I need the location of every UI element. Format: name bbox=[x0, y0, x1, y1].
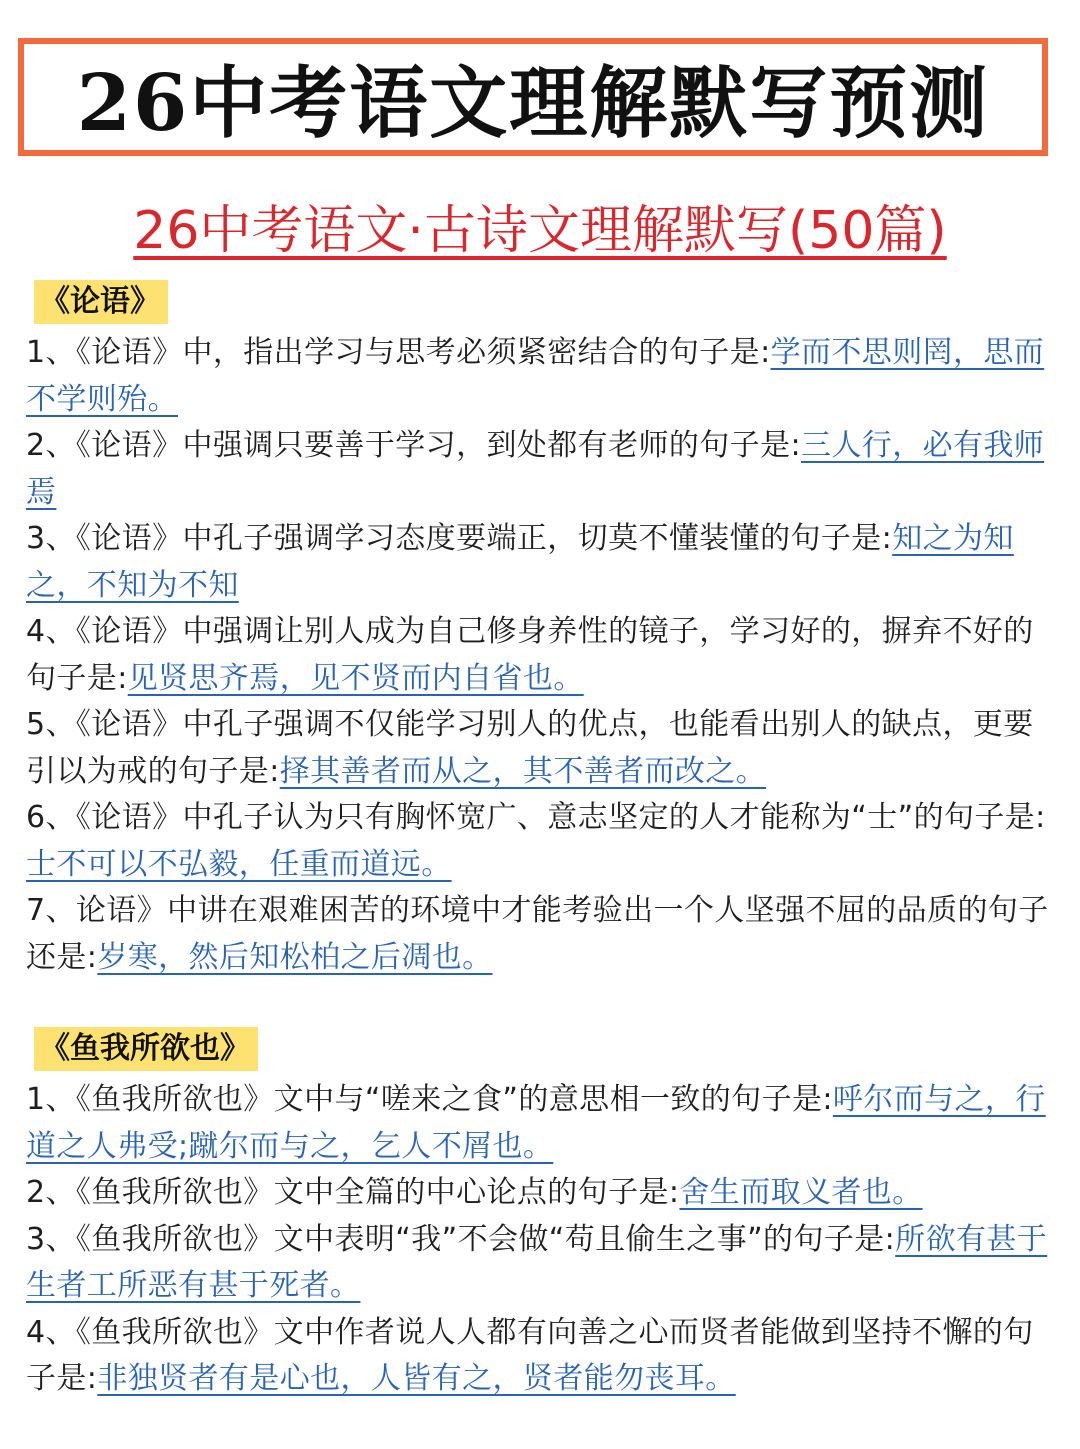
page-title: 26中考语文理解默写预测 bbox=[76, 58, 990, 149]
answer-text: 学而不思则罔，思而不学则殆。 bbox=[26, 335, 1045, 417]
section-heading: 《论语》 bbox=[34, 280, 168, 324]
question-text: 5、《论语》中孔子强调不仅能学习别人的优点，也能看出别人的缺点，更要引以为戒的句子是: bbox=[26, 707, 1034, 789]
question-text: 1、《鱼我所欲也》文中与“嗟来之食”的意思相一致的句子是: bbox=[26, 1082, 833, 1117]
section-lunyu bbox=[26, 280, 1050, 981]
list-item bbox=[26, 1217, 1050, 1310]
section-yuwosuoyuye bbox=[26, 1027, 1050, 1403]
answer-text: 择其善者而从之，其不善者而改之。 bbox=[279, 753, 767, 789]
answer-text: 见贤思齐焉，见不贤而内自省也。 bbox=[127, 660, 584, 696]
list-item bbox=[26, 423, 1050, 516]
answer-text: 三人行，必有我师焉 bbox=[26, 428, 1045, 510]
title-banner bbox=[18, 38, 1048, 156]
question-text: 4、《论语》中强调让别人成为自己修身养性的镜子，学习好的，摒弃不好的句子是: bbox=[26, 614, 1034, 696]
main-content bbox=[26, 280, 1050, 1449]
section-heading: 《鱼我所欲也》 bbox=[34, 1027, 258, 1071]
answer-text: 舍生而取义者也。 bbox=[679, 1175, 923, 1210]
list-item bbox=[26, 702, 1050, 795]
question-text: 6、《论语》中孔子认为只有胸怀宽广、意志坚定的人才能称为“士”的句子是: bbox=[26, 800, 1046, 835]
list-item bbox=[26, 609, 1050, 702]
answer-text: 非独贤者有是心也，人皆有之，贤者能勿丧耳。 bbox=[97, 1361, 736, 1396]
question-text: 4、《鱼我所欲也》文中作者说人人都有向善之心而贤者能做到坚持不懈的句子是: bbox=[26, 1314, 1034, 1396]
page-subtitle bbox=[0, 188, 1080, 263]
question-text: 1、《论语》中，指出学习与思考必须紧密结合的句子是: bbox=[26, 335, 771, 370]
answer-text: 岁寒，然后知松柏之后凋也。 bbox=[97, 939, 493, 975]
subtitle-text: 26中考语文·古诗文理解默写(50篇) bbox=[133, 201, 947, 261]
list-item bbox=[26, 330, 1050, 423]
list-item bbox=[26, 1170, 1050, 1217]
answer-text: 士不可以不弘毅，任重而道远。 bbox=[26, 846, 452, 882]
question-text: 2、《鱼我所欲也》文中全篇的中心论点的句子是: bbox=[26, 1175, 680, 1210]
list-item bbox=[26, 795, 1050, 888]
answer-text: 所欲有甚于生者工所恶有甚于死者。 bbox=[26, 1221, 1048, 1303]
list-item bbox=[26, 888, 1050, 981]
list-item bbox=[26, 516, 1050, 609]
list-item bbox=[26, 1310, 1050, 1403]
answer-text: 呼尔而与之，行道之人弗受;蹴尔而与之，乞人不屑也。 bbox=[26, 1082, 1046, 1164]
question-text: 3、《鱼我所欲也》文中表明“我”不会做“苟且偷生之事”的句子是: bbox=[26, 1221, 896, 1257]
question-text: 7、论语》中讲在艰难困苦的环境中才能考验出一个人坚强不屈的品质的句子还是: bbox=[26, 893, 1049, 975]
answer-text: 知之为知之，不知为不知 bbox=[26, 521, 1014, 603]
question-text: 2、《论语》中强调只要善于学习，到处都有老师的句子是: bbox=[26, 428, 801, 463]
question-text: 3、《论语》中孔子强调学习态度要端正，切莫不懂装懂的句子是: bbox=[26, 521, 893, 556]
list-item bbox=[26, 1077, 1050, 1170]
